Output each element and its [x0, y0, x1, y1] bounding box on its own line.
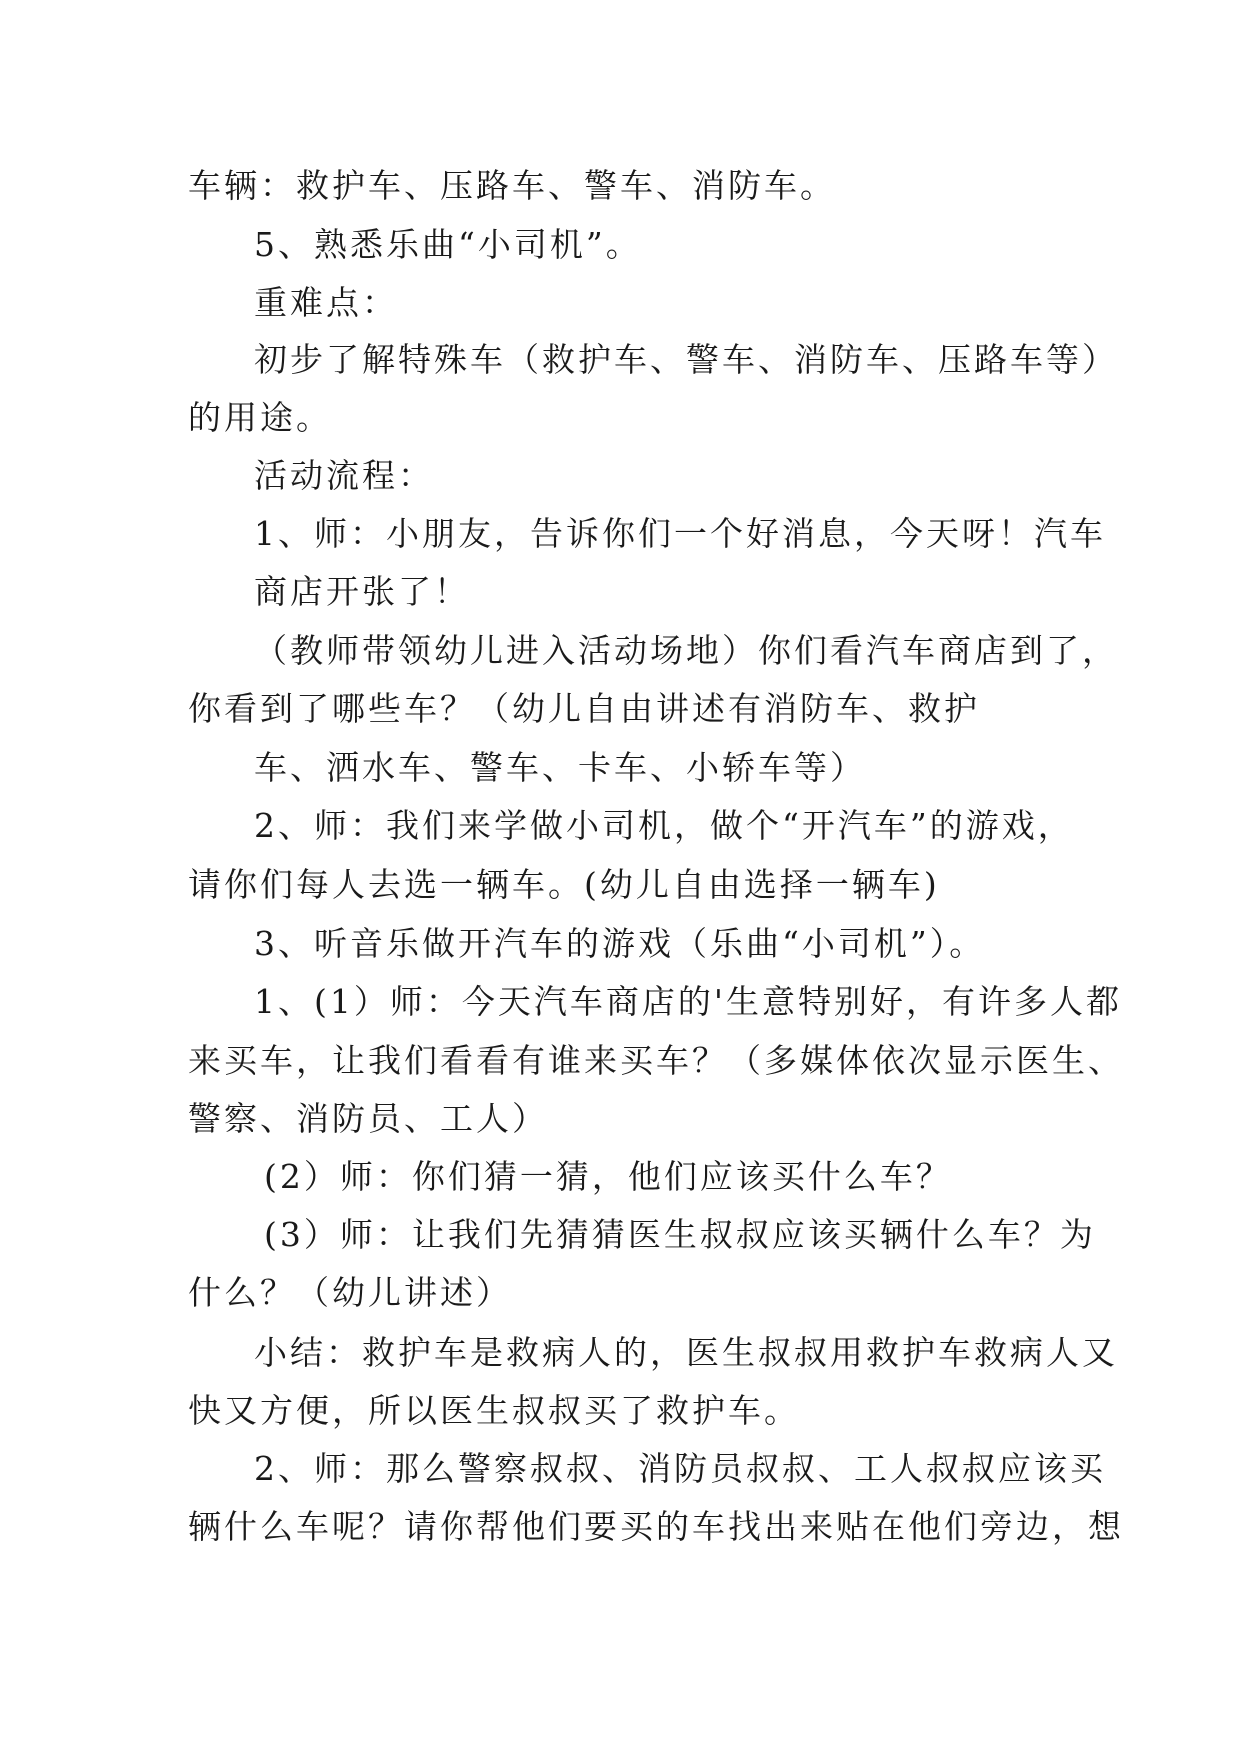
text-line: 你看到了哪些车？（幼儿自由讲述有消防车、救护 [188, 689, 980, 728]
text-line: 什么？（幼儿讲述） [188, 1273, 512, 1312]
text-line: 2、师：那么警察叔叔、消防员叔叔、工人叔叔应该买 [254, 1449, 1106, 1488]
text-line: 商店开张了！ [254, 572, 470, 611]
text-line: 辆什么车呢？请你帮他们要买的车找出来贴在他们旁边，想 [188, 1507, 1124, 1546]
text-line: 警察、消防员、工人） [188, 1099, 548, 1138]
text-line: 3、听音乐做开汽车的游戏（乐曲“小司机”）。 [254, 924, 986, 963]
text-line: 1、(1）师：今天汽车商店的'生意特别好，有许多人都 [254, 982, 1122, 1021]
text-line: (3）师：让我们先猜猜医生叔叔应该买辆什么车？为 [264, 1215, 1096, 1254]
text-line: (2）师：你们猜一猜，他们应该买什么车？ [264, 1157, 952, 1196]
text-line: 5、熟悉乐曲“小司机”。 [254, 225, 642, 264]
text-line: 1、师：小朋友，告诉你们一个好消息，今天呀！汽车 [254, 514, 1106, 553]
text-line: 初步了解特殊车（救护车、警车、消防车、压路车等） [254, 340, 1118, 379]
text-line: 车、洒水车、警车、卡车、小轿车等） [254, 748, 866, 787]
section-heading: 重难点： [254, 283, 398, 322]
text-line: 请你们每人去选一辆车。(幼儿自由选择一辆车) [188, 865, 940, 904]
summary-line: 小结：救护车是救病人的，医生叔叔用救护车救病人又 [254, 1333, 1118, 1372]
text-line: 车辆：救护车、压路车、警车、消防车。 [188, 166, 836, 205]
section-heading: 活动流程： [254, 456, 434, 495]
text-line: 快又方便，所以医生叔叔买了救护车。 [188, 1391, 800, 1430]
text-line: （教师带领幼儿进入活动场地）你们看汽车商店到了， [254, 631, 1118, 670]
text-line: 的用途。 [188, 398, 332, 437]
text-line: 2、师：我们来学做小司机，做个“开汽车”的游戏， [254, 806, 1074, 845]
text-line: 来买车，让我们看看有谁来买车？（多媒体依次显示医生、 [188, 1041, 1124, 1080]
